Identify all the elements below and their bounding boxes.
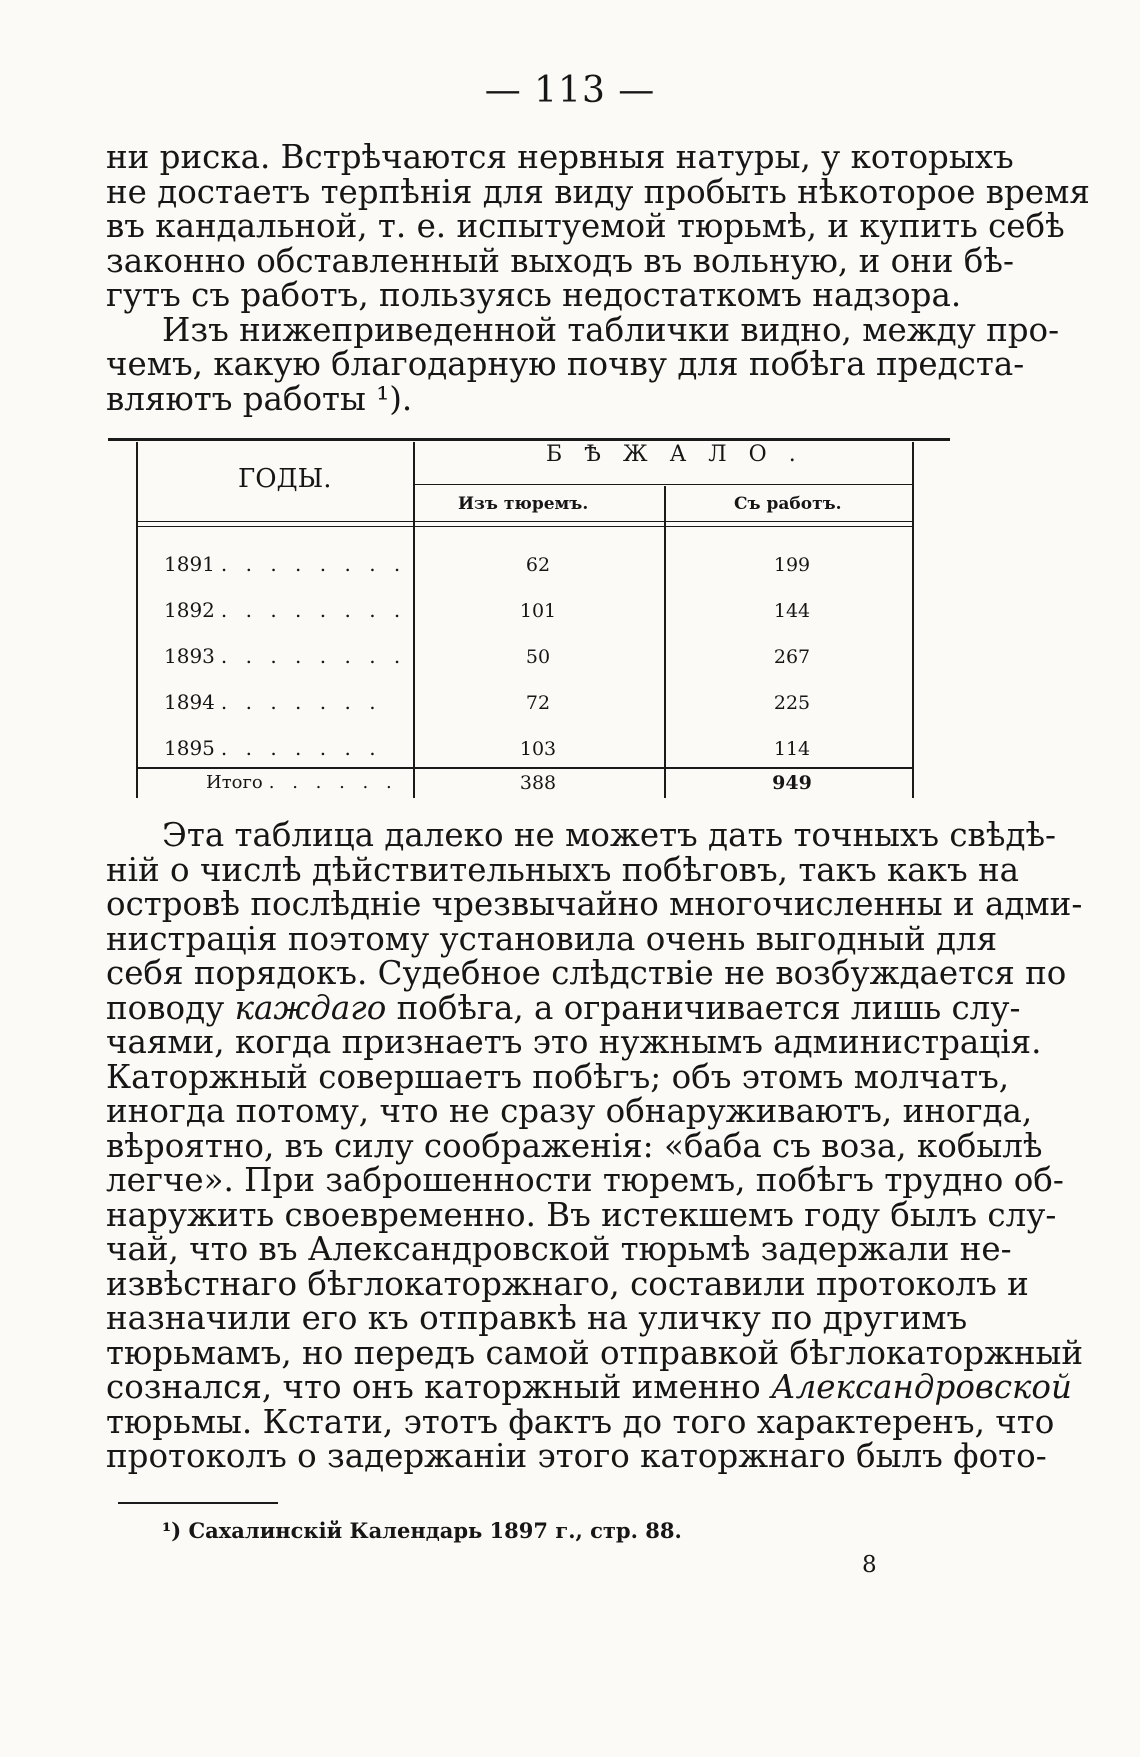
- footnote-rule: [118, 1502, 278, 1504]
- table-right-border: [912, 442, 914, 798]
- text-line: нистрація поэтому установила очень выгодный для: [106, 919, 998, 958]
- escapes-table: [108, 438, 950, 800]
- works-value: 225: [773, 692, 811, 714]
- emphasis: каждаго: [234, 988, 387, 1027]
- signature-mark: 8: [862, 1552, 877, 1578]
- text-line: ній о числѣ дѣйствительныхъ побѣговъ, такъ какъ на: [106, 850, 1020, 889]
- text-line: ни риска. Встрѣчаются нервныя натуры, у которыхъ: [106, 138, 1014, 176]
- works-value: 114: [773, 738, 811, 760]
- total-prisons-value: 388: [519, 772, 557, 794]
- year-value: 1891: [164, 552, 215, 576]
- prisons-value: 103: [519, 738, 557, 760]
- prisons-value: 50: [525, 646, 551, 668]
- text-line: чаями, когда признаетъ это нужнымъ администрація.: [106, 1023, 1042, 1061]
- text-line: Каторжный совершаетъ побѣгъ; объ этомъ молчатъ,: [106, 1057, 1010, 1096]
- text-line: вѣроятно, въ силу соображенія: «баба съ воза, кобылѣ: [106, 1126, 1043, 1165]
- text-line: чай, что въ Александровской тюрьмѣ задержали не-: [106, 1230, 1012, 1268]
- prisons-value: 72: [525, 692, 551, 714]
- table-col-divider: [413, 442, 415, 798]
- text-line: въ кандальной, т. е. испытуемой тюрьмѣ, и купить себѣ: [106, 207, 1065, 245]
- total-row-label: [206, 772, 398, 793]
- text-line: тюрьмы. Кстати, этотъ фактъ до того характеренъ, что: [106, 1402, 1055, 1441]
- header-from-prisons: Изъ тюремъ.: [458, 494, 589, 514]
- row-year: [164, 598, 406, 622]
- text-line: законно обставленный выходъ въ вольную, и они бѣ-: [106, 241, 1014, 280]
- text-line: иногда потому, что не сразу обнаруживаютъ, иногда,: [106, 1092, 1033, 1130]
- leader-dots: . . . . . . .: [220, 736, 382, 760]
- year-value: 1894: [164, 690, 215, 714]
- page-number: — 113 —: [484, 70, 656, 111]
- table-header-rule: [136, 526, 914, 527]
- leader-dots: . . . . . . .: [220, 690, 382, 714]
- text-line: легче». При заброшенности тюремъ, побѣгъ трудно об-: [106, 1161, 1064, 1199]
- row-year: [164, 690, 382, 714]
- text-line: сознался, что онъ каторжный именно Александровской: [106, 1368, 1072, 1406]
- text-line: Эта таблица далеко не можетъ дать точныхъ свѣдѣ-: [162, 816, 1057, 854]
- leader-dots: . . . . . .: [268, 772, 398, 793]
- header-escaped: БѢЖАЛО.: [546, 442, 818, 467]
- text-line: не достаетъ терпѣнія для виду пробыть нѣкоторое время: [106, 172, 1090, 211]
- works-value: 144: [773, 600, 811, 622]
- header-years: ГОДЫ.: [238, 464, 332, 494]
- text-line: островѣ послѣдніе чрезвычайно многочисленны и адми-: [106, 885, 1083, 923]
- table-top-rule: [108, 438, 950, 441]
- text-line: поводу каждаго побѣга, а ограничивается лишь слу-: [106, 988, 1021, 1027]
- row-year: [164, 552, 406, 576]
- text-line: вляютъ работы ¹).: [106, 379, 413, 418]
- intro-paragraph: [106, 138, 1090, 418]
- table-col-divider: [664, 486, 666, 798]
- emphasis: Александровской: [771, 1368, 1072, 1406]
- table-group-rule: [413, 484, 913, 485]
- prisons-value: 62: [525, 554, 551, 576]
- table-left-border: [136, 442, 138, 798]
- text-line: наружить своевременно. Въ истекшемъ году былъ слу-: [106, 1195, 1057, 1234]
- leader-dots: . . . . . . . .: [220, 552, 407, 576]
- total-label: Итого: [206, 772, 263, 793]
- row-year: [164, 736, 382, 760]
- total-works-value: 949: [772, 772, 812, 794]
- header-from-works: Съ работъ.: [734, 494, 842, 514]
- leader-dots: . . . . . . . .: [220, 598, 407, 622]
- table-header-rule: [136, 521, 914, 522]
- works-value: 199: [773, 554, 811, 576]
- text-line: протоколъ о задержаніи этого каторжнаго былъ фото-: [106, 1437, 1047, 1475]
- footnote: ¹) Сахалинскій Календарь 1897 г., стр. 88.: [162, 1518, 682, 1543]
- text-line: извѣстнаго бѣглокаторжнаго, составили протоколъ и: [106, 1264, 1029, 1303]
- main-paragraph: [106, 816, 1084, 1475]
- text-line: чемъ, какую благодарную почву для побѣга предста-: [106, 345, 1025, 383]
- text-line: гутъ съ работъ, пользуясь недостаткомъ надзора.: [106, 276, 962, 314]
- row-year: [164, 644, 406, 668]
- text-line: назначили его къ отправкѣ на уличку по другимъ: [106, 1299, 968, 1337]
- text-line: себя порядокъ. Судебное слѣдствіе не возбуждается по: [106, 954, 1067, 992]
- works-value: 267: [773, 646, 811, 668]
- year-value: 1892: [164, 598, 215, 622]
- text-line: тюрьмамъ, но передъ самой отправкой бѣглокаторжный: [106, 1333, 1084, 1372]
- year-value: 1895: [164, 736, 215, 760]
- text-line: Изъ нижеприведенной таблички видно, между про-: [162, 310, 1060, 349]
- leader-dots: . . . . . . . .: [220, 644, 407, 668]
- prisons-value: 101: [519, 600, 557, 622]
- table-total-rule: [136, 767, 914, 769]
- year-value: 1893: [164, 644, 215, 668]
